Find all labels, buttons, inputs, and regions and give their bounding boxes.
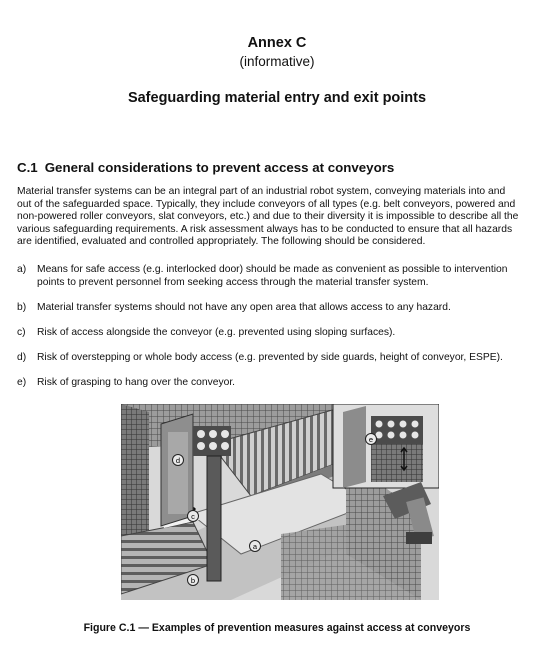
svg-text:d: d: [175, 456, 181, 465]
list-item-text: [37, 327, 395, 340]
list-item-b: [17, 302, 547, 315]
list-item-line: points to prevent personnel from seeking access through the material transfer system.: [37, 276, 429, 288]
list-item-e: [17, 377, 547, 390]
list-item-label: a): [17, 264, 27, 275]
svg-text:e: e: [368, 435, 374, 444]
section-number: C.1: [17, 160, 38, 175]
list-item-text: [37, 264, 508, 289]
list-item-text: [37, 352, 503, 365]
callout-marker-e: [366, 434, 377, 445]
boxes-on-guard: [193, 426, 231, 456]
section-title: General considerations to prevent access at conveyors: [44, 160, 395, 175]
intro-paragraph: [17, 186, 545, 249]
list-item-label: c): [17, 327, 26, 338]
callout-marker-c: [188, 511, 199, 522]
list-item-line: Risk of access alongside the conveyor (e.g. prevented using sloping surfaces).: [37, 327, 396, 338]
svg-text:b: b: [190, 576, 196, 585]
conveyor-guarding-figure: [121, 404, 439, 600]
annex-subtitle: (informative): [239, 54, 315, 69]
list-item-label: b): [17, 302, 27, 313]
list-item-line: Means for safe access (e.g. interlocked door) should be made as convenient as possible to intervention: [37, 264, 508, 275]
list-item-line: Material transfer systems should not have any open area that allows access to any hazard.: [37, 302, 451, 313]
figure-caption: Figure C.1 — Examples of prevention measures against access at conveyors: [83, 622, 471, 634]
list-item-a: [17, 264, 547, 290]
intro-line: non-powered roller conveyors, slat conveyors, etc.) and due to their diversity it is impossible to describe all the: [17, 211, 519, 223]
list-item-text: [37, 302, 451, 315]
intro-line: out of the safeguarded space. Typically, they include conveyors of all types (e.g. belt conveyors, powered and: [17, 198, 516, 210]
list-item-label: e): [17, 377, 27, 388]
list-item-text: [37, 377, 235, 390]
callout-marker-a: [250, 541, 261, 552]
list-item-d: [17, 352, 547, 365]
intro-line: Material transfer systems can be an integral part of an industrial robot system, conveying materials into and: [17, 186, 506, 197]
annex-title: Annex C: [247, 35, 307, 51]
intro-line: various safeguarding requirements. A risk assessment always has to be conducted to ensure that all hazards: [17, 223, 513, 235]
list-item-label: d): [17, 352, 27, 363]
intro-line: are identified, evaluated and controlled appropriately. The following should be considered.: [17, 236, 426, 248]
list-item-line: Risk of overstepping or whole body access (e.g. prevented by side guards, height of conveyor, ESPE).: [37, 352, 503, 363]
callout-marker-d: [173, 455, 184, 466]
svg-text:c: c: [191, 512, 195, 521]
list-item-line: Risk of grasping to hang over the conveyor.: [37, 377, 236, 388]
annex-heading: Safeguarding material entry and exit points: [127, 90, 427, 106]
svg-text:a: a: [252, 542, 258, 551]
section-heading: [17, 160, 394, 175]
list-item-c: [17, 327, 547, 340]
callout-marker-b: [188, 575, 199, 586]
